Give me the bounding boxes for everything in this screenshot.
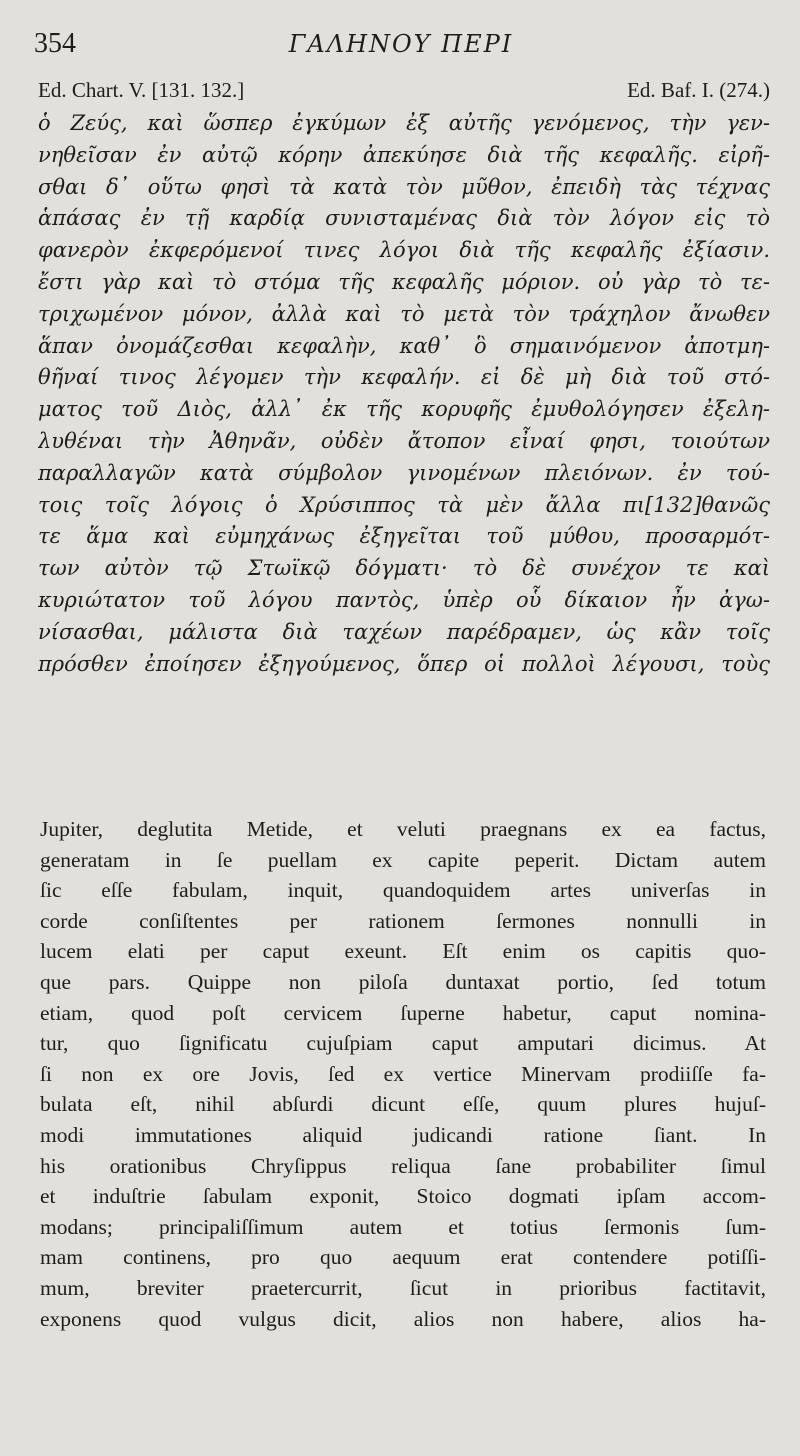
latin-line: mum, breviter praetercurrit, ſicut in prioribus factitavit,: [40, 1275, 766, 1300]
greek-line: τε ἅμα καὶ εὐμηχάνως ἐξηγεῖται τοῦ μύθου, προσαρμότ-: [38, 524, 770, 549]
latin-line: modans; principaliſſimum autem et totius ſermonis ſum-: [40, 1214, 766, 1239]
greek-line: νηθεῖσαν ἐν αὐτῷ κόρην ἀπεκύησε διὰ τῆς κεφαλῆς. εἰρῆ-: [38, 142, 770, 167]
edition-basel: Ed. Baf. I. (274.): [627, 78, 770, 102]
greek-line: τριχωμένον μόνον, ἀλλὰ καὶ τὸ μετὰ τὸν τράχηλον ἄνωθεν: [38, 301, 770, 326]
latin-line: exponens quod vulgus dicit, alios non habere, alios ha-: [40, 1306, 766, 1331]
running-title: ΓΑΛΗΝΟΥ ΠΕΡΙ: [288, 30, 514, 58]
greek-line: παραλλαγῶν κατὰ σύμβολον γινομένων πλειόνων. ἐν τού-: [38, 460, 770, 485]
greek-line: φανερὸν ἐκφερόμενοί τινες λόγοι διὰ τῆς κεφαλῆς ἐξίασιν.: [38, 238, 770, 263]
latin-line: lucem elati per caput exeunt. Eſt enim os capitis quo-: [40, 939, 766, 964]
greek-line: ἅπαν ὀνομάζεσθαι κεφαλὴν, καθ᾽ ὃ σημαινόμενον ἀποτμη-: [38, 333, 770, 358]
latin-line: Jupiter, deglutita Metide, et veluti praegnans ex ea factus,: [40, 817, 766, 841]
greek-line: ἁπάσας ἐν τῇ καρδίᾳ συνισταμένας διὰ τὸν λόγον εἰς τὸ: [38, 206, 770, 231]
greek-line: ὁ Ζεύς, καὶ ὥσπερ ἐγκύμων ἐξ αὐτῆς γενόμενος, τὴν γεν-: [38, 111, 770, 135]
edition-references: [38, 78, 770, 108]
latin-line: que pars. Quippe non piloſa duntaxat portio, ſed totum: [40, 969, 766, 994]
greek-line: ματος τοῦ Διὸς, ἀλλ᾽ ἐκ τῆς κορυφῆς ἐμυθολόγησεν ἐξελη-: [38, 397, 770, 422]
greek-line: τοις τοῖς λόγοις ὁ Χρύσιππος τὰ μὲν ἄλλα πι[132]θανῶς: [38, 492, 770, 517]
greek-text-block: [38, 108, 770, 680]
latin-translation-block: [40, 814, 766, 1334]
latin-line: corde conſiſtentes per rationem ſermones nonnulli in: [40, 908, 766, 933]
latin-line: et induſtrie ſabulam exponit, Stoico dogmati ipſam accom-: [40, 1184, 766, 1209]
latin-line: etiam, quod poſt cervicem ſuperne habetur, caput nomina-: [40, 1000, 766, 1025]
latin-line: generatam in ſe puellam ex capite peperit. Dictam autem: [40, 847, 766, 872]
greek-line: ἔστι γὰρ καὶ τὸ στόμα τῆς κεφαλῆς μόριον. οὐ γὰρ τὸ τε-: [38, 269, 770, 294]
greek-line: λυθέναι τὴν Ἀθηνᾶν, οὐδὲν ἄτοπον εἶναί φησι, τοιούτων: [38, 428, 770, 453]
latin-line: ſic eſſe fabulam, inquit, quandoquidem artes univerſas in: [40, 878, 766, 903]
greek-line: κυριώτατον τοῦ λόγου παντὸς, ὑπὲρ οὗ δίκαιον ἦν ἀγω-: [38, 587, 770, 612]
latin-line: tur, quo ſignificatu cujuſpiam caput amputari dicimus. At: [40, 1031, 766, 1056]
latin-line: his orationibus Chryſippus reliqua ſane probabiliter ſimul: [40, 1153, 766, 1178]
greek-line: των αὐτὸν τῷ Στωϊκῷ δόγματι· τὸ δὲ συνέχον τε καὶ: [38, 556, 770, 581]
greek-line: θῆναί τινος λέγομεν τὴν κεφαλήν. εἰ δὲ μὴ διὰ τοῦ στό-: [38, 365, 770, 390]
greek-line: νίσασθαι, μάλιστα διὰ ταχέων παρέδραμεν, ὡς κἂν τοῖς: [38, 619, 770, 644]
latin-line: bulata eſt, nihil abſurdi dicunt eſſe, quum plures hujuſ-: [40, 1092, 766, 1117]
latin-line: ſi non ex ore Jovis, ſed ex vertice Minervam prodiiſſe fa-: [40, 1061, 766, 1086]
greek-line: πρόσθεν ἐποίησεν ἐξηγούμενος, ὅπερ οἱ πολλοὶ λέγουσι, τοὺς: [38, 651, 770, 676]
page-number: 354: [34, 28, 76, 59]
latin-line: modi immutationes aliquid judicandi ratione ſiant. In: [40, 1122, 766, 1147]
edition-chartier: Ed. Chart. V. [131. 132.]: [38, 78, 245, 102]
greek-line: σθαι δ᾽ οὕτω φησὶ τὰ κατὰ τὸν μῦθον, ἐπειδὴ τὰς τέχνας: [38, 174, 770, 199]
latin-line: mam continens, pro quo aequum erat contendere potiſſi-: [40, 1245, 766, 1270]
page-header: [32, 28, 770, 68]
